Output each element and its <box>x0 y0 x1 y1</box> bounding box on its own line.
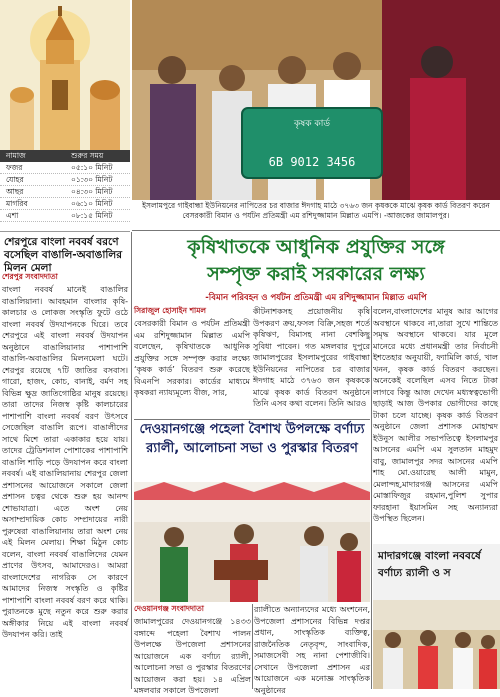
prayer-name: ফজর <box>6 163 23 172</box>
card-distribution-photo <box>132 0 500 200</box>
second-story-text-1: জামালপুরের দেওয়ানগঞ্জে ১৪৩৩ বঙ্গাব্দে পহেলা বৈশাখ পালন উপলক্ষে উপজেলা প্রশাসনের আয়োজনে এক বর্ণাঢ্য র‍্যালী, আলোচনা সভা ও পুরস্কার বিতরণের আয়োজন করা হয়। ১৪ এপ্রিল মঙ্গলবার সকালে উপজেলা <box>134 617 251 695</box>
prayer-time: ০৫:১০ মিনিট <box>71 163 113 172</box>
right-article-headline: মাদারগঞ্জে বাংলা নববর্ষে বর্ণাঢ্য র‍্যালী ও স <box>373 544 500 600</box>
second-story-column-1 <box>134 604 251 695</box>
card-number: 6B 9012 3456 <box>268 155 356 169</box>
divider <box>132 230 500 231</box>
prayer-time: ০১:৩০ মিনিট <box>71 175 113 184</box>
main-headline-line1: কৃষিখাতকে আধুনিক প্রযুক্তির সঙ্গে <box>187 236 445 258</box>
prayer-col-time: শুরুর সময় <box>71 151 104 160</box>
prayer-time: ০৬:১০ মিনিট <box>71 199 113 208</box>
main-photo-caption: ইসলামপুরে গাইবান্ধা ইউনিয়নের নাপিতের চর বাজার ঈদগাহ মাঠে ৩৭৬৩ জন কৃষককে মাঝে কৃষক কার্ড বিতরণ করেন বেসরকারী বিমান ও পর্যটন প্রতিমন্ত্রী এম রশিদুজ্জামান মিল্লাত এমপি। -আজকের জামালপুর। <box>142 201 490 220</box>
prayer-row <box>0 186 130 198</box>
second-story-column-2 <box>254 604 370 695</box>
second-story-text-2: র‍্যালীতে অন্যান্যদের মধ্যে অংশনেন, উপজেলা প্রশাসনের বিভিন্ন দপ্তর প্রধান, সাংস্কৃতিক ব্যক্তিত্ব, রাজনৈতিক নেতৃবৃন্দ, সাংবাদিক, সমাজসেবী সহ নানা পেশাজীবি। সেখানে উপজেলা প্রশাসন এর আয়োজনে এক মনোজ্ঞ সাংস্কৃতিক অনুষ্ঠানের <box>254 605 370 695</box>
prayer-name: মাগরিব <box>6 199 28 208</box>
column-rule <box>131 232 132 689</box>
main-story-byline: সিরাজুল হোসাইন শামল <box>134 306 206 315</box>
prayer-name: যোহর <box>6 175 24 184</box>
mosque-illustration <box>0 0 130 150</box>
second-story-byline: দেওয়ানগঞ্জ সংবাদদাতা <box>134 604 204 613</box>
prize-distribution-photo <box>134 482 370 602</box>
prayer-row <box>0 174 130 186</box>
mosque-banner <box>0 0 130 150</box>
prayer-time: ০৮:১৫ মিনিট <box>71 211 113 220</box>
card-label: কৃষক কার্ড <box>294 119 330 129</box>
prayer-row <box>0 210 130 222</box>
main-headline-line2: সম্পৃক্ত করাই সরকারের লক্ষ্য <box>207 263 425 285</box>
main-news-photo <box>132 0 500 200</box>
column-rule <box>252 604 253 689</box>
rally-photo <box>373 600 500 689</box>
main-subheadline: -বিমান পরিবহন ও পর্যটন প্রতিমন্ত্রী এম রশিদুজ্জামান মিল্লাত এমপি <box>205 293 427 303</box>
prayer-time: ০৪:৩০ মিনিট <box>71 187 113 196</box>
prayer-name: আছর <box>6 187 24 196</box>
prayer-times-header <box>0 150 130 162</box>
prayer-row <box>0 198 130 210</box>
prayer-row <box>0 162 130 174</box>
main-story-text-2: কীটনাশকসহ প্রয়োজনীয় কৃষি উপকরণ ক্রয়,ফসল বিক্রি,সহজ শর্তে কৃষিঋণ, বিমাসহ নানা বেশকিছু সুবিধা পাবেন। গত মঙ্গলবার দুপুরে জামালপুরের ইসলামপুরের গাইবান্ধা ইউনিয়নের নাপিতের চর বাজার ঈদগাহ মাঠে ৩৭৬৩ জন কৃষককে মাঝে কৃষক কার্ড বিতরণ অনুষ্ঠানে তিনি এসব কথা বলেন। তিনি আরও <box>253 307 370 408</box>
prayer-col-name: নামাজ <box>6 151 26 160</box>
second-story-photo <box>134 482 370 602</box>
main-story-column-3 <box>373 306 498 541</box>
left-article-headline: শেরপুরে বাংলা নববর্ষ বরণে বসেছিল বাঙালি-অবাঙালির মিলন মেলা <box>4 236 122 274</box>
main-story-column-1 <box>134 306 250 418</box>
right-article-photo <box>373 600 500 689</box>
column-rule <box>371 306 372 689</box>
main-story-column-2 <box>253 306 370 418</box>
second-story-headline: দেওয়ানগঞ্জে পহেলা বৈশাখ উপলক্ষে বর্ণাঢ্য র‍্যালী, আলোচনা সভা ও পুরস্কার বিতরণ <box>139 422 365 456</box>
prayer-times-table <box>0 150 130 232</box>
left-article-body <box>2 272 128 687</box>
prayer-name: এশা <box>6 211 19 220</box>
main-story-text-3: বলেন,বাংলাদেশের মানুষ আর আগের অবস্থানে থাকবে না,তারা সুখে শান্তিতে সমৃদ্ধ অবস্থানে থাকবে। যার মূলে মানেরে মধ্যে প্রধানমন্ত্রী তার নির্বাচনী ইশতেহার অনুযায়ী, ফ্যামিলি কার্ড, খাল খনন, কৃষক কার্ড বিতরণ করছেন। অনেকেই বলেছিল এসব নিতে টাকা লাগবে কিন্তু আজ দেখেন মধ্যস্বত্বভোগী ছাড়াই আজ উপকার ভোগীদের কাছে টাকা চলে যাচ্ছে। কৃষক কার্ড বিতরণ অনুষ্ঠানে জেলা প্রশাসক মোহাম্মদ ইউনুস আলীর সভাপতিত্বে ইসলামপুর আসনের এমপি এম সুলতান মাহমুদ বাবু, জামালপুর সদর আসনের এমপি শাহ মো.ওয়ারেছ আলী মামুন, মেলান্দহ,মাদারগঞ্জ আসনের এমপি মোস্তাফিজুর রহমান,পুলিশ সুপার ফারহানা ইয়াসমিন সহ অন্যান্যরা উপস্থিত ছিলেন। <box>373 307 498 523</box>
left-article-byline: শেরপুর সংবাদদাতা <box>2 272 58 281</box>
main-story-text-1: বেসরকারী বিমান ও পর্যটন প্রতিমন্ত্রী এম রশিদুজ্জামান মিল্লাত এমপি বলেছেন, কৃষিখাতকে আধুনিক প্রযুক্তির সঙ্গে সম্পৃক্ত করার লক্ষ্যে ‘কৃষক কার্ড’ বিতরণ শুরু করেছে বিএনপি সরকার। কার্ডের মাধ্যমে কৃষকরা ন্যায্যমূল্যে বীজ, সার, <box>134 319 250 397</box>
main-headline <box>134 234 498 290</box>
left-article-text: বাংলা নববর্ষ মানেই বাঙালির বাঙালিয়ানা। আবহমান বাংলার কৃষি-কালচার ও লোকজ সংস্কৃতি ফুটে ওঠে বাংলা নববর্ষ উদযাপনকে ঘিরে। তবে শেরপুরে এই বাংলা নববর্ষ উদযাপন অনুষ্ঠানে বাঙালিয়ানার পাশাপাশি বাঙালি-অবাঙালির মিলনমেলা ঘটে। শেরপুর রয়েছে ৭টি জাতির বসবাস। গারো, হাজং, কোচ, বানাই, বর্মণ সহ বিভিন্ন ক্ষুদ্র জাতিগোষ্ঠির মানুষ রয়েছে। তারা তাদের নিজস্ব কৃষ্টি কালচারের পাশাপাশি বাংলা নববর্ষ বরণ উৎসবে সেজেছিল বাঙালি রূপে। বাঙালীদের সাথে মিশে তারা একাকার হয়ে যায়। তাদের ট্রেডিশনাল পোশাকের পাশাপাশি বাঙালি শাড়ি পড়ে উদযাপন করে বাংলা নববর্ষ। এই বাঙালিয়ানায় শেরপুর জেলা প্রশাসনের আয়োজনে সকালে জেলা প্রশাসন চত্বর থেকে শুরু হয় আনন্দ শোভাযাত্রা। এতে অংশ নেয় অসাম্প্রদায়িক কোচ সম্প্রদায়ের নারী পুরুষেরা বাঙালিয়ানায় তারা অংশ নেয় এই মিলন মেলায়। শিক্ষা মিঠুন কোচ বলেন, বাংলা নববর্ষ বাঙালিদের যেমন প্রাণের উৎসব, আমাদেরও। আমরা বাংলাদেশের নাগরিক সে কারণে আমাদের নিজস্ব সংস্কৃতি ও কৃষ্টির পাশাপাশি বাংলা নববর্ষ বরণ করে থাকি। পুরাতনকে মুছে নতুন করে শুরু করার অঙ্গীকার নিয়ে এই বাংলা নববর্ষ উদযাপন করি। তাই <box>2 285 128 639</box>
